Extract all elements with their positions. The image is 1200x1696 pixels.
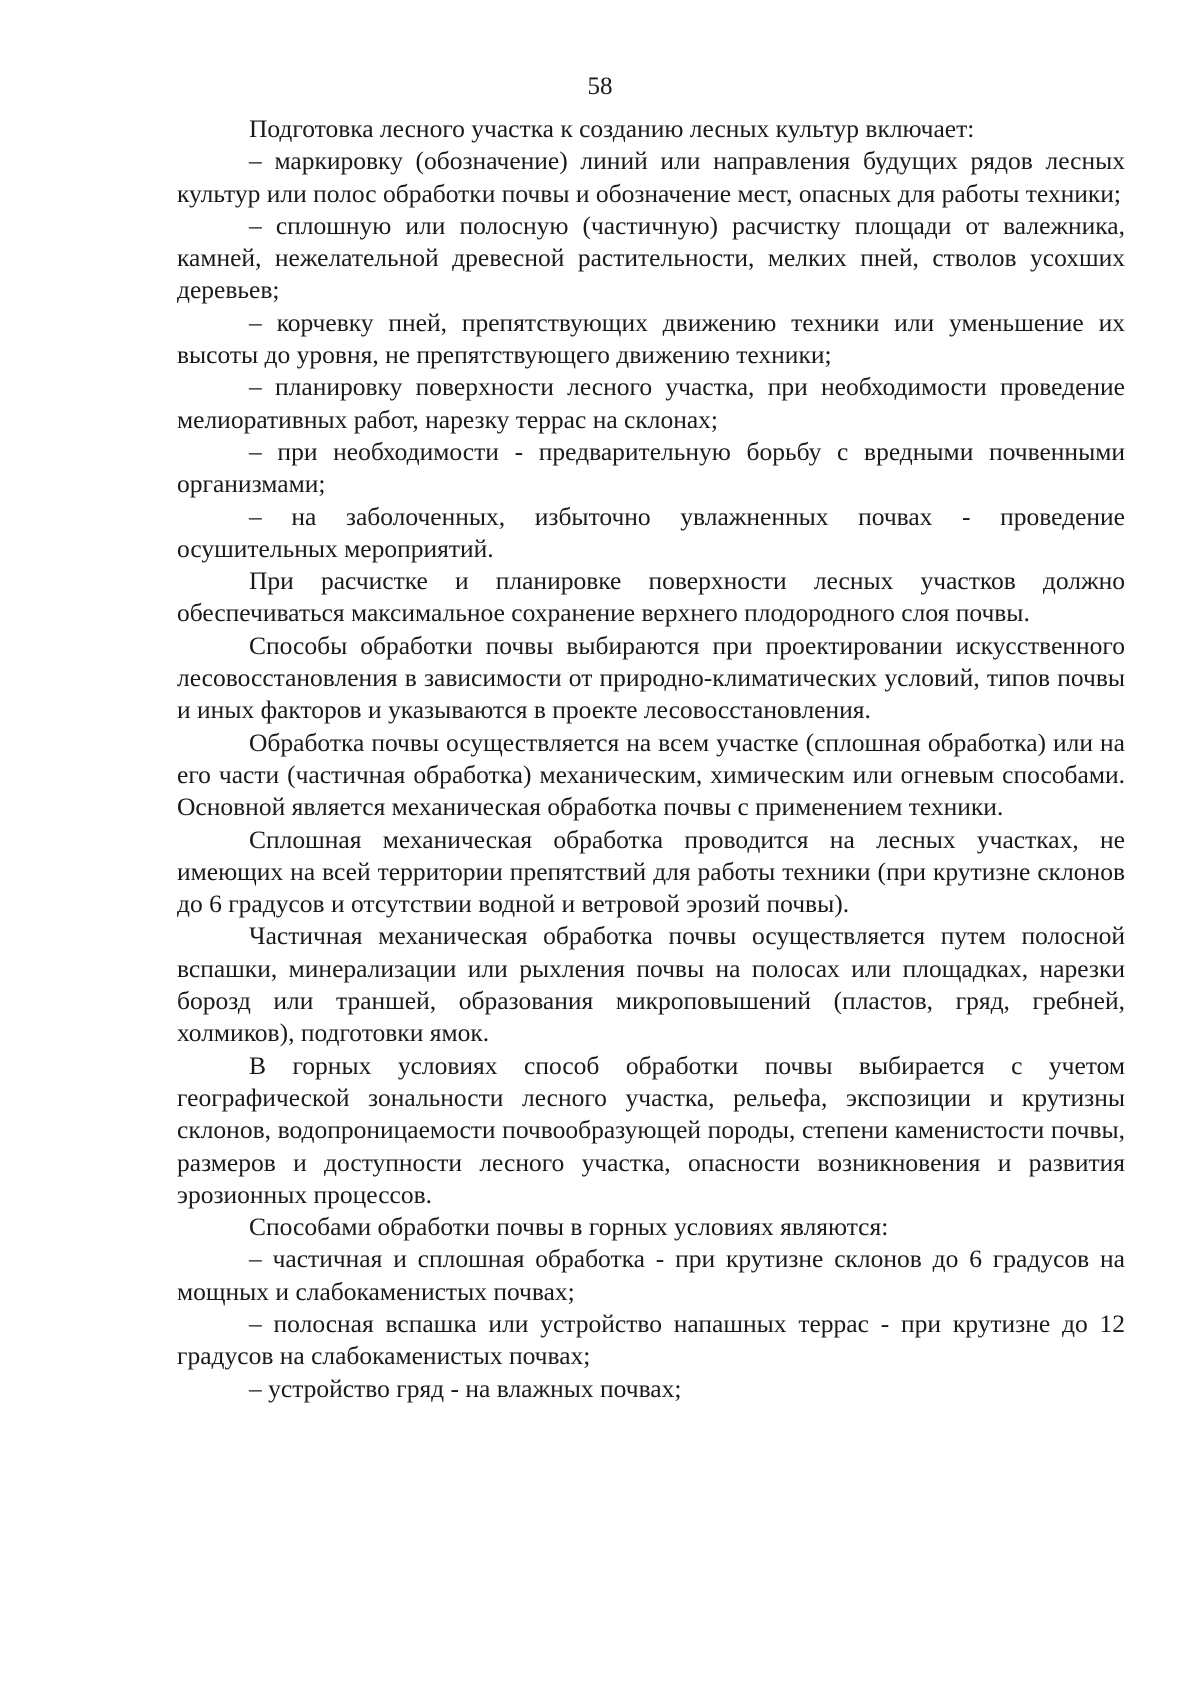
paragraph-topsoil: При расчистке и планировке поверхности лесных участков должно обеспечиваться максимальное сохранение верхнего плодородного слоя почвы. (177, 566, 1125, 628)
paragraph-processing-types: Обработка почвы осуществляется на всем участке (сплошная обработка) или на его части (частичная обработка) механическим, химическим или огневым способами. Основной является механическая обработка почвы с применением техники. (177, 727, 1125, 822)
paragraph-partial-processing: Частичная механическая обработка почвы осуществляется путем полосной вспашки, минерализации или рыхления почвы на полосах или площадках, нарезки борозд или траншей, образования микроповышений (пластов, гряд, гребней, холмиков), подготовки ямок. (177, 921, 1125, 1048)
paragraph-mountain-methods-intro: Способами обработки почвы в горных условиях являются: (249, 1212, 889, 1242)
document-body (177, 113, 1125, 1405)
list-item-stump-removal: – корчевку пней, препятствующих движению техники или уменьшение их высоты до уровня, не препятствующего движению техники; (177, 307, 1125, 370)
list-item-strip-plowing: – полосная вспашка или устройство напашных террас - при крутизне до 12 градусов на слабокаменистых почвах; (177, 1308, 1125, 1371)
page-number: 58 (587, 73, 613, 100)
list-item-ridges: – устройство гряд - на влажных почвах; (249, 1373, 682, 1403)
paragraph-mountain-conditions: В горных условиях способ обработки почвы выбирается с учетом географической зональности лесного участка, рельефа, экспозиции и крутизны склонов, водопроницаемости почвообразующей породы, степени каменистости почвы, размеров и доступности лесного участка, опасности возникновения и развития эрозионных процессов. (177, 1050, 1125, 1209)
list-item-leveling: – планировку поверхности лесного участка, при необходимости проведение мелиоративных работ, нарезку террас на склонах; (177, 372, 1125, 434)
list-item-marking: – маркировку (обозначение) линий или направления будущих рядов лесных культур или полос обработки почвы и обозначение мест, опасных для работы техники; (177, 146, 1125, 208)
list-item-pest-control: – при необходимости - предварительную борьбу с вредными почвенными организмами; (177, 436, 1125, 499)
paragraph-continuous-processing: Сплошная механическая обработка проводится на лесных участках, не имеющих на всей территории препятствий для работы техники (при крутизне склонов до 6 градусов и отсутствии водной и ветровой эрозий почвы). (177, 824, 1125, 919)
paragraph-methods-choice: Способы обработки почвы выбираются при проектировании искусственного лесовосстановления в зависимости от природно-климатических условий, типов почвы и иных факторов и указываются в проекте лесовосстановления. (177, 630, 1125, 725)
list-item-clearing: – сплошную или полосную (частичную) расчистку площади от валежника, камней, нежелательной древесной растительности, мелких пней, стволов усохших деревьев; (177, 210, 1125, 305)
list-item-partial-continuous: – частичная и сплошная обработка - при крутизне склонов до 6 градусов на мощных и слабокаменистых почвах; (177, 1244, 1125, 1306)
list-item-drainage: – на заболоченных, избыточно увлажненных почвах - проведение осушительных мероприятий. (177, 501, 1125, 563)
paragraph-intro: Подготовка лесного участка к созданию лесных культур включает: (249, 114, 975, 143)
